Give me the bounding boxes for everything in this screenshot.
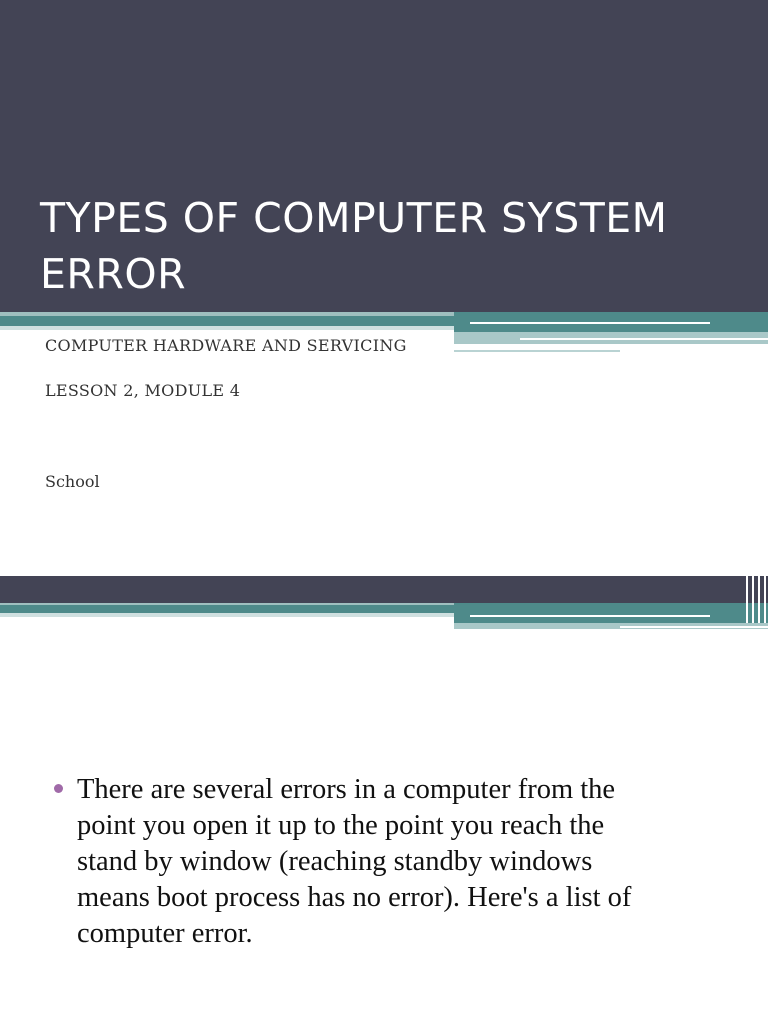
decorative-band-teal-left [0, 316, 454, 326]
slide-2-header-band [0, 576, 768, 603]
decorative-vertical-stripe [764, 576, 766, 623]
decorative-band-teal-right [454, 603, 768, 623]
school-text-clipped [45, 462, 100, 489]
decorative-stripe [620, 626, 768, 628]
slide-2 [0, 576, 768, 1024]
subtitle-course: COMPUTER HARDWARE AND SERVICING [45, 336, 407, 355]
decorative-vertical-stripe [752, 576, 754, 623]
decorative-stripe [470, 615, 710, 617]
bullet-text: There are several errors in a computer from the point you open it up to the point you reach the stand by window (reaching standby windows means boot process has no error). Here's a list of computer error. [77, 774, 632, 949]
subtitle-lesson: LESSON 2, MODULE 4 [45, 381, 241, 400]
bullet-item [54, 772, 734, 952]
decorative-stripe [520, 338, 768, 340]
decorative-vertical-stripe [746, 576, 748, 623]
school-text: School [45, 472, 100, 489]
slide-title: TYPES OF COMPUTER SYSTEM ERROR [40, 194, 668, 298]
decorative-vertical-stripe [758, 576, 760, 623]
decorative-band-pale-left [0, 613, 454, 617]
bullet-dot-icon [54, 784, 63, 793]
decorative-stripe [600, 344, 768, 346]
decorative-stripe [470, 322, 710, 324]
decorative-band-pale-left [0, 326, 454, 330]
decorative-band-thin [454, 350, 620, 352]
decorative-band-teal-left [0, 605, 454, 613]
